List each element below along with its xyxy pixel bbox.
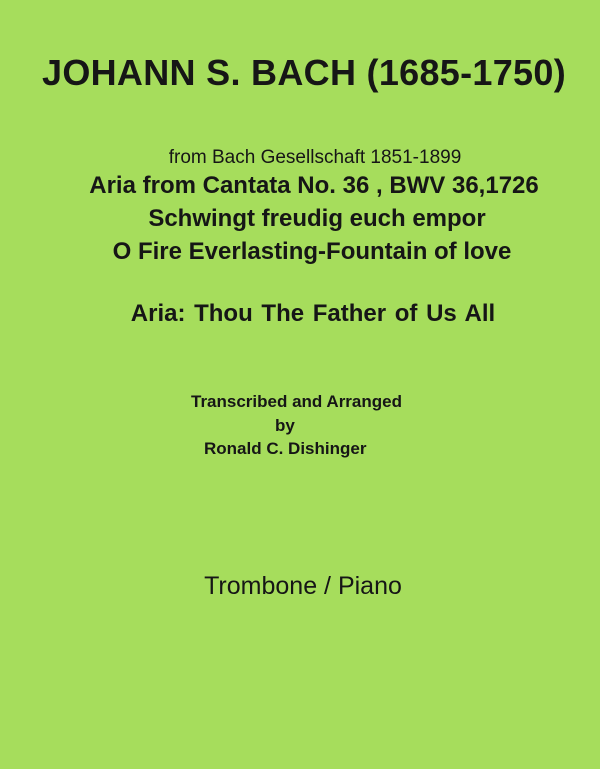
english-title-line: O Fire Everlasting-Fountain of love	[112, 238, 512, 265]
arranger-name: Ronald C. Dishinger	[204, 439, 367, 458]
source-edition: from Bach Gesellschaft 1851-1899	[168, 147, 462, 168]
cantata-title-line: Aria from Cantata No. 36 , BWV 36,1726	[89, 172, 539, 199]
composer-heading: JOHANN S. BACH (1685-1750)	[42, 52, 566, 93]
aria-title: Aria: Thou The Father of Us All	[130, 300, 496, 327]
german-title-line: Schwingt freudig euch empor	[148, 205, 486, 232]
by-label: by	[275, 416, 295, 435]
instrumentation: Trombone / Piano	[204, 572, 402, 600]
transcribed-arranged-label: Transcribed and Arranged	[191, 392, 402, 411]
